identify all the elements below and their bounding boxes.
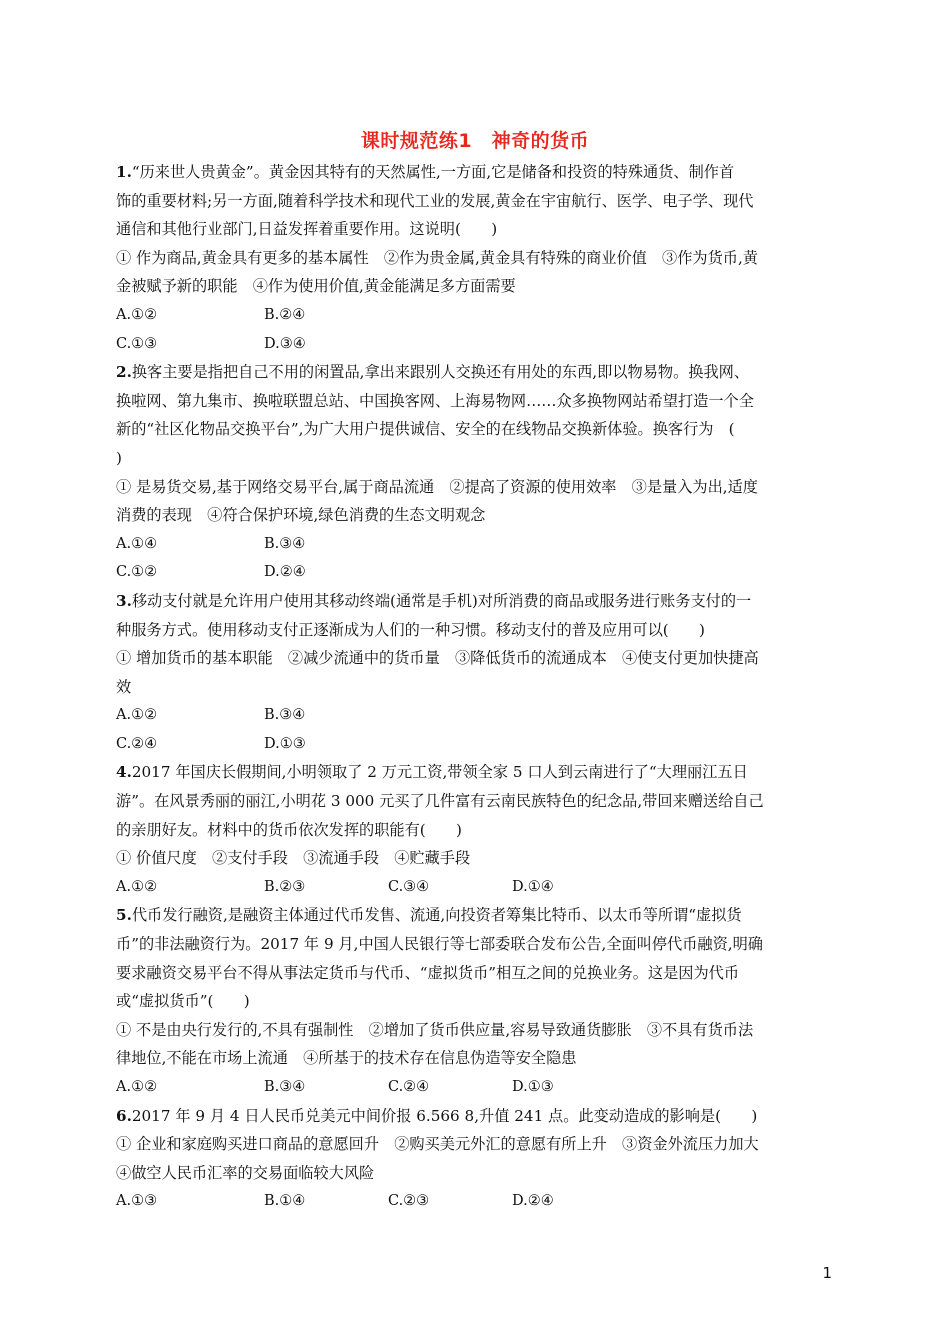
question-number: 1. bbox=[116, 163, 132, 181]
question-stem-line bbox=[116, 358, 832, 387]
question-stem-text: 移动支付就是允许用户使用其移动终端(通常是手机)对所消费的商品或服务进行账务支付的一 bbox=[131, 591, 752, 610]
question-stem-text: 或“虚拟货币”( ) bbox=[116, 992, 250, 1011]
question-stem-line bbox=[116, 959, 832, 988]
options-row bbox=[116, 330, 832, 359]
statement-line: ① 价值尺度 ②支付手段 ③流通手段 ④贮藏手段 bbox=[116, 849, 471, 868]
answer-option[interactable]: A.①② bbox=[116, 306, 158, 323]
question-list bbox=[116, 158, 832, 1216]
answer-option[interactable]: D.①④ bbox=[512, 878, 554, 895]
question-number: 3. bbox=[116, 591, 132, 610]
question-6 bbox=[116, 1102, 832, 1216]
question-stem-line bbox=[116, 187, 832, 216]
options-row bbox=[116, 558, 832, 587]
page-number: 1 bbox=[822, 1264, 832, 1282]
statement-line: 效 bbox=[116, 677, 132, 696]
question-stem-line bbox=[116, 415, 832, 444]
question-stem-text: 换客主要是指把自己不用的闲置品,拿出来跟别人交换还有用处的东西,即以物易物。换我网、 bbox=[131, 363, 750, 382]
answer-option[interactable]: A.①② bbox=[116, 1079, 158, 1095]
question-stem-line bbox=[116, 1102, 832, 1131]
statement-line: ① 不是由央行发行的,不具有强制性 ②增加了货币供应量,容易导致通货膨胀 ③不具有货币法 bbox=[116, 1020, 754, 1039]
question-stem-line bbox=[116, 158, 832, 187]
question-stem-line bbox=[116, 901, 832, 930]
answer-option[interactable]: D.①③ bbox=[264, 735, 306, 752]
answer-option[interactable]: A.①② bbox=[116, 707, 158, 724]
answer-option[interactable]: B.①④ bbox=[264, 1193, 306, 1210]
answer-option[interactable]: B.③④ bbox=[264, 707, 306, 724]
question-stem-line bbox=[116, 587, 832, 616]
statement-line: ① 作为商品,黄金具有更多的基本属性 ②作为贵金属,黄金具有特殊的商业价值 ③作为货币,黄 bbox=[116, 248, 758, 267]
question-stem-text: 2017 年国庆长假期间,小明领取了 2 万元工资,带领全家 5 口人到云南进行了“大理丽江五日 bbox=[131, 763, 748, 782]
answer-option[interactable]: D.③④ bbox=[264, 335, 306, 352]
answer-option[interactable]: A.①③ bbox=[116, 1193, 158, 1210]
answer-option[interactable]: B.②④ bbox=[264, 306, 306, 323]
question-stem-line bbox=[116, 787, 832, 816]
question-1 bbox=[116, 158, 832, 358]
statement-line: ① 增加货币的基本职能 ②减少流通中的货币量 ③降低货币的流通成本 ④使支付更加快捷高 bbox=[116, 649, 759, 668]
answer-option[interactable]: D.②④ bbox=[264, 564, 306, 581]
question-2 bbox=[116, 358, 832, 587]
question-number: 4. bbox=[116, 763, 132, 782]
statement-line: ④做空人民币汇率的交易面临较大风险 bbox=[116, 1163, 375, 1182]
question-stem-text: ) bbox=[116, 448, 122, 467]
answer-option[interactable]: D.②④ bbox=[512, 1193, 554, 1210]
question-stem-line bbox=[116, 930, 832, 959]
question-stem-text: 换啦网、第九集市、换啦联盟总站、中国换客网、上海易物网……众多换物网站希望打造一个全 bbox=[116, 391, 754, 410]
question-stem-text: 饰的重要材料;另一方面,随着科学技术和现代工业的发展,黄金在宇宙航行、医学、电子学、现代 bbox=[116, 191, 754, 210]
answer-option[interactable]: A.①④ bbox=[116, 535, 158, 552]
options-row bbox=[116, 873, 832, 902]
question-stem-text: 代币发行融资,是融资主体通过代币发售、流通,向投资者筹集比特币、以太币等所谓“虚拟货 bbox=[131, 906, 742, 925]
question-stem-text: 2017 年 9 月 4 日人民币兑美元中间价报 6.566 8,升值 241 点。此变动造成的影响是( ) bbox=[131, 1106, 758, 1125]
answer-option[interactable]: C.②④ bbox=[388, 1079, 430, 1095]
answer-option[interactable]: B.③④ bbox=[264, 1079, 306, 1095]
question-stem-line bbox=[116, 816, 832, 845]
question-stem-text: 的亲朋好友。材料中的货币依次发挥的职能有( ) bbox=[116, 820, 462, 839]
options-row bbox=[116, 730, 832, 759]
page-title: 课时规范练1 神奇的货币 bbox=[360, 130, 590, 152]
question-stem-line bbox=[116, 616, 832, 645]
answer-option[interactable]: B.②③ bbox=[264, 878, 306, 895]
question-5 bbox=[116, 901, 832, 1101]
question-stem-text: 新的“社区化物品交换平台”,为广大用户提供诚信、安全的在线物品交换新体验。换客行为 ( bbox=[116, 420, 735, 439]
answer-option[interactable]: C.②③ bbox=[388, 1193, 430, 1210]
options-row bbox=[116, 1073, 832, 1102]
statement-line: 金被赋予新的职能 ④作为使用价值,黄金能满足多方面需要 bbox=[116, 277, 516, 296]
question-number: 2. bbox=[116, 363, 132, 382]
question-stem-line bbox=[116, 758, 832, 787]
answer-option[interactable]: C.②④ bbox=[116, 735, 158, 752]
options-row bbox=[116, 1187, 832, 1216]
statement-line: ① 企业和家庭购买进口商品的意愿回升 ②购买美元外汇的意愿有所上升 ③资金外流压力加大 bbox=[116, 1135, 759, 1154]
statement-line: 律地位,不能在市场上流通 ④所基于的技术存在信息伪造等安全隐患 bbox=[116, 1049, 577, 1068]
statement-line: ① 是易货交易,基于网络交易平台,属于商品流通 ②提高了资源的使用效率 ③是量入为出,适度 bbox=[116, 477, 758, 496]
answer-option[interactable]: C.①② bbox=[116, 564, 158, 581]
answer-option[interactable]: D.①③ bbox=[512, 1079, 554, 1095]
answer-option[interactable]: C.①③ bbox=[116, 335, 158, 352]
question-4 bbox=[116, 758, 832, 901]
question-stem-line bbox=[116, 987, 832, 1016]
question-stem-line bbox=[116, 387, 832, 416]
question-number: 5. bbox=[116, 906, 132, 925]
question-stem-text: 币”的非法融资行为。2017 年 9 月,中国人民银行等七部委联合发布公告,全面叫停代币融资,明确 bbox=[116, 935, 763, 954]
question-stem-text: “历来世人贵黄金”。黄金因其特有的天然属性,一方面,它是储备和投资的特殊通货、制作首 bbox=[131, 163, 735, 181]
question-stem-line bbox=[116, 444, 832, 473]
options-row bbox=[116, 301, 832, 330]
answer-option[interactable]: C.③④ bbox=[388, 878, 430, 895]
question-number: 6. bbox=[116, 1106, 132, 1125]
question-stem-text: 种服务方式。使用移动支付正逐渐成为人们的一种习惯。移动支付的普及应用可以( ) bbox=[116, 620, 705, 639]
question-3 bbox=[116, 587, 832, 759]
question-stem-line bbox=[116, 215, 832, 244]
answer-option[interactable]: A.①② bbox=[116, 878, 158, 895]
options-row bbox=[116, 701, 832, 730]
options-row bbox=[116, 530, 832, 559]
answer-option[interactable]: B.③④ bbox=[264, 535, 306, 552]
statement-line: 消费的表现 ④符合保护环境,绿色消费的生态文明观念 bbox=[116, 506, 486, 525]
question-stem-text: 通信和其他行业部门,日益发挥着重要作用。这说明( ) bbox=[116, 220, 498, 239]
question-stem-text: 游”。在风景秀丽的丽江,小明花 3 000 元买了几件富有云南民族特色的纪念品,带回来赠送给自己 bbox=[116, 792, 764, 811]
question-stem-text: 要求融资交易平台不得从事法定货币与代币、“虚拟货币”相互之间的兑换业务。这是因为代币 bbox=[116, 963, 740, 982]
